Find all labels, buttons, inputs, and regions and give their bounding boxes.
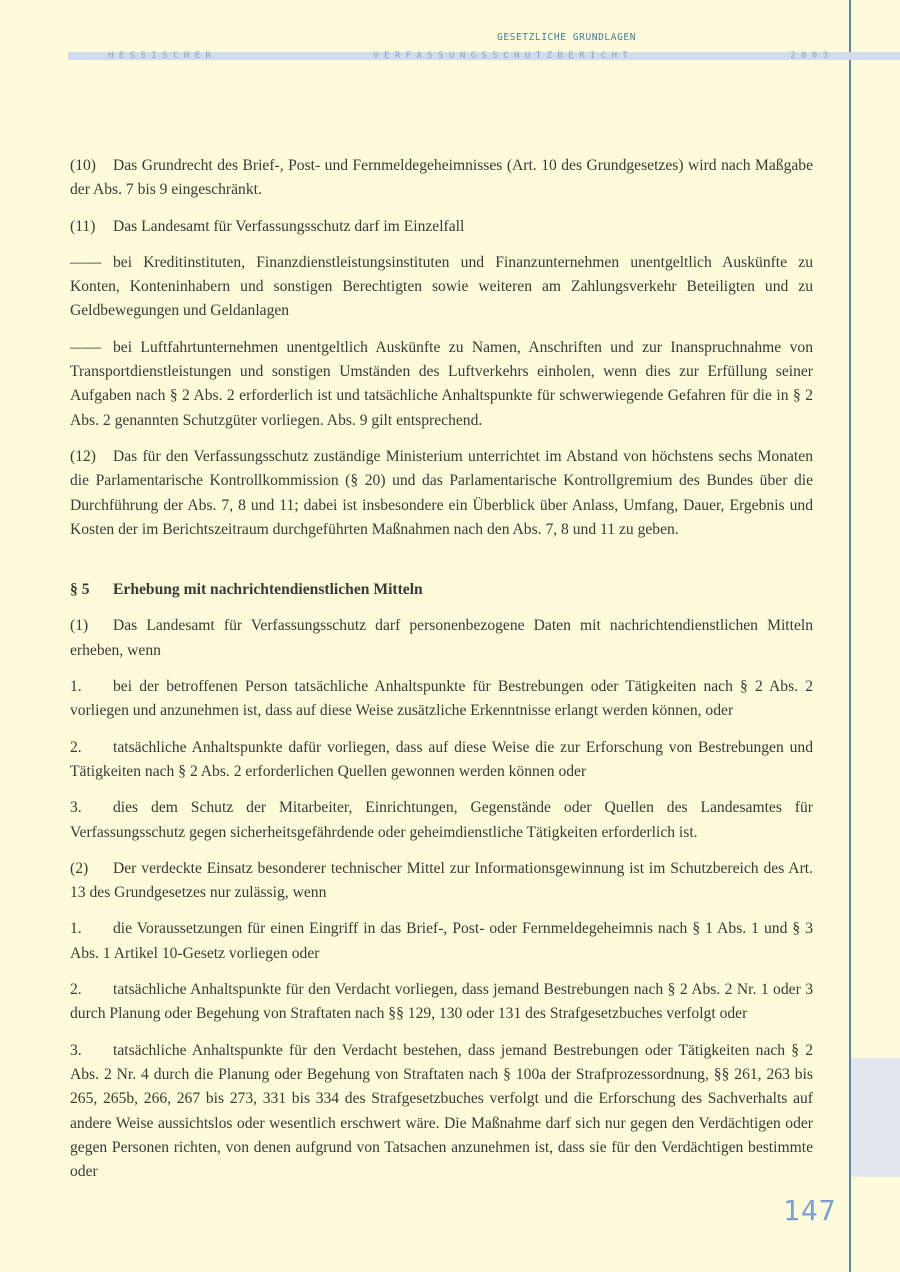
running-title xyxy=(108,49,828,63)
paragraph-text: Der verdeckte Einsatz besonderer technischer Mittel zur Informationsgewinnung ist im Schutzbereich des Art. 13 des Grundgesetzes nur zulässig, wenn xyxy=(70,859,813,902)
paragraph-text: Das Landesamt für Verfassungsschutz darf im Einzelfall xyxy=(113,217,465,235)
section-title: GESETZLICHE GRUNDLAGEN xyxy=(497,32,637,43)
dash-marker: —— xyxy=(70,253,102,271)
list-item xyxy=(70,736,813,785)
list-number: 1. xyxy=(70,920,82,938)
paragraph-text: tatsächliche Anhaltspunkte dafür vorliegen, dass auf diese Weise die zur Erforschung von Bestrebungen und Tätigkeiten nach § 2 Abs. 2 erforderlichen Quellen gewonnen werden können oder xyxy=(70,738,813,780)
running-title-part: H E S S I S C H E R xyxy=(108,51,211,61)
paragraph-text: die Voraussetzungen für einen Eingriff in das Brief-, Post- oder Fernmeldegeheimnis nach § 1 Abs. 1 und § 3 Abs. 1 Artikel 10-Gesetz vorliegen oder xyxy=(70,920,813,962)
list-item xyxy=(70,1039,813,1185)
list-number: 2. xyxy=(70,981,82,999)
section-number: § 5 xyxy=(70,581,90,599)
paragraph-text: bei der betroffenen Person tatsächliche Anhaltspunkte für Bestrebungen oder Tätigkeiten nach § 2 Abs. 2 vorliegen und anzunehmen ist, dass auf diese Weise zusätzliche Erkenntnisse erlangt werden können, oder xyxy=(70,678,813,720)
list-item xyxy=(70,796,813,845)
list-number: 1. xyxy=(70,678,82,696)
dash-item xyxy=(70,336,813,433)
list-number: 3. xyxy=(70,799,82,817)
running-title-part: V E R F A S S U N G S S C H U T Z B E R I C H T xyxy=(373,51,628,61)
paragraph-number: (12) xyxy=(70,447,96,465)
paragraph-number: (2) xyxy=(70,859,89,877)
paragraph-text: bei Luftfahrtunternehmen unentgeltlich Auskünfte zu Namen, Anschriften und zur Inanspruchnahme von Transportdienstleistungen und sonstigen Umständen des Luftverkehrs einholen, wenn dies zur Erfüllung seiner Aufgaben nach § 2 Abs. 2 erforderlich ist und tatsächliche Anhaltspunkte für schwerwiegende Gefahren für die in § 2 Abs. 2 genannten Schutzgüter vorliegen. Abs. 9 gilt entsprechend. xyxy=(70,338,813,429)
margin-tab xyxy=(851,1058,900,1177)
paragraph-number: (11) xyxy=(70,217,96,235)
paragraph-text: Das Grundrecht des Brief-, Post- und Fernmeldegeheimnisses (Art. 10 des Grundgesetzes) wird nach Maßgabe der Abs. 7 bis 9 eingeschränkt. xyxy=(70,157,813,199)
paragraph xyxy=(70,857,813,906)
paragraph-text: Das für den Verfassungsschutz zuständige Ministerium unterrichtet im Abstand von höchstens sechs Monaten die Parlamentarische Kontrollkommission (§ 20) und das Parlamentarische Kontrollgremium des Bundes über die Durchführung der Abs. 7, 8 und 11; dabei ist insbesondere ein Überblick über Anlass, Umfang, Dauer, Ergebnis und Kosten der im Berichtszeitraum durchgeführten Maßnahmen nach den Abs. 7, 8 und 11 zu geben. xyxy=(70,447,813,538)
running-title-part: 2 0 0 3 xyxy=(790,51,828,61)
dash-item xyxy=(70,251,813,324)
page-number: 147 xyxy=(783,1194,837,1227)
paragraph xyxy=(70,215,813,239)
paragraph xyxy=(70,154,813,203)
dash-marker: —— xyxy=(70,338,102,356)
paragraph-number: (1) xyxy=(70,617,89,635)
paragraph-text: Das Landesamt für Verfassungsschutz darf personenbezogene Daten mit nachrichtendienstlichen Mitteln erheben, wenn xyxy=(70,617,813,659)
document-body xyxy=(70,154,813,1196)
paragraph xyxy=(70,614,813,663)
paragraph-number: (10) xyxy=(70,157,96,174)
paragraph-text: tatsächliche Anhaltspunkte für den Verdacht bestehen, dass jemand Bestrebungen oder Tätigkeiten nach § 2 Abs. 2 Nr. 4 durch die Planung oder Begehung von Straftaten nach § 100a der Strafprozessordnung, §§ 261, 263 bis 265, 265b, 266, 267 bis 273, 331 bis 334 des Strafgesetzbuches verfolgt und die Erforschung des Sachverhalts auf andere Weise aussichtslos oder wesentlich erschwert wäre. Die Maßnahme darf sich nur gegen den Verdächtigen oder gegen Personen richten, von denen aufgrund von Tatsachen anzunehmen ist, dass sie für den Verdächtigen bestimmte oder xyxy=(70,1041,813,1181)
section-heading-text: Erhebung mit nachrichtendienstlichen Mitteln xyxy=(113,581,423,599)
section-heading xyxy=(70,578,813,602)
paragraph-text: tatsächliche Anhaltspunkte für den Verdacht vorliegen, dass jemand Bestrebungen nach § 2 Abs. 2 Nr. 1 oder 3 durch Planung oder Begehung von Straftaten nach §§ 129, 130 oder 131 des Strafgesetzbuches verfolgt oder xyxy=(70,981,813,1023)
paragraph xyxy=(70,445,813,542)
paragraph-text: bei Kreditinstituten, Finanzdienstleistungsinstituten und Finanzunternehmen unentgeltlich Auskünfte zu Konten, Konteninhabern und sonstigen Berechtigten sowie weiteren am Zahlungsverkehr Beteiligten und zu Geldbewegungen und Geldanlagen xyxy=(70,253,813,320)
list-item xyxy=(70,675,813,724)
list-item xyxy=(70,917,813,966)
list-item xyxy=(70,978,813,1027)
list-number: 3. xyxy=(70,1041,82,1059)
paragraph-text: dies dem Schutz der Mitarbeiter, Einrichtungen, Gegenstände oder Quellen des Landesamtes für Verfassungsschutz gegen sicherheitsgefährdende oder geheimdienstliche Tätigkeiten erforderlich ist. xyxy=(70,799,813,841)
list-number: 2. xyxy=(70,738,82,756)
